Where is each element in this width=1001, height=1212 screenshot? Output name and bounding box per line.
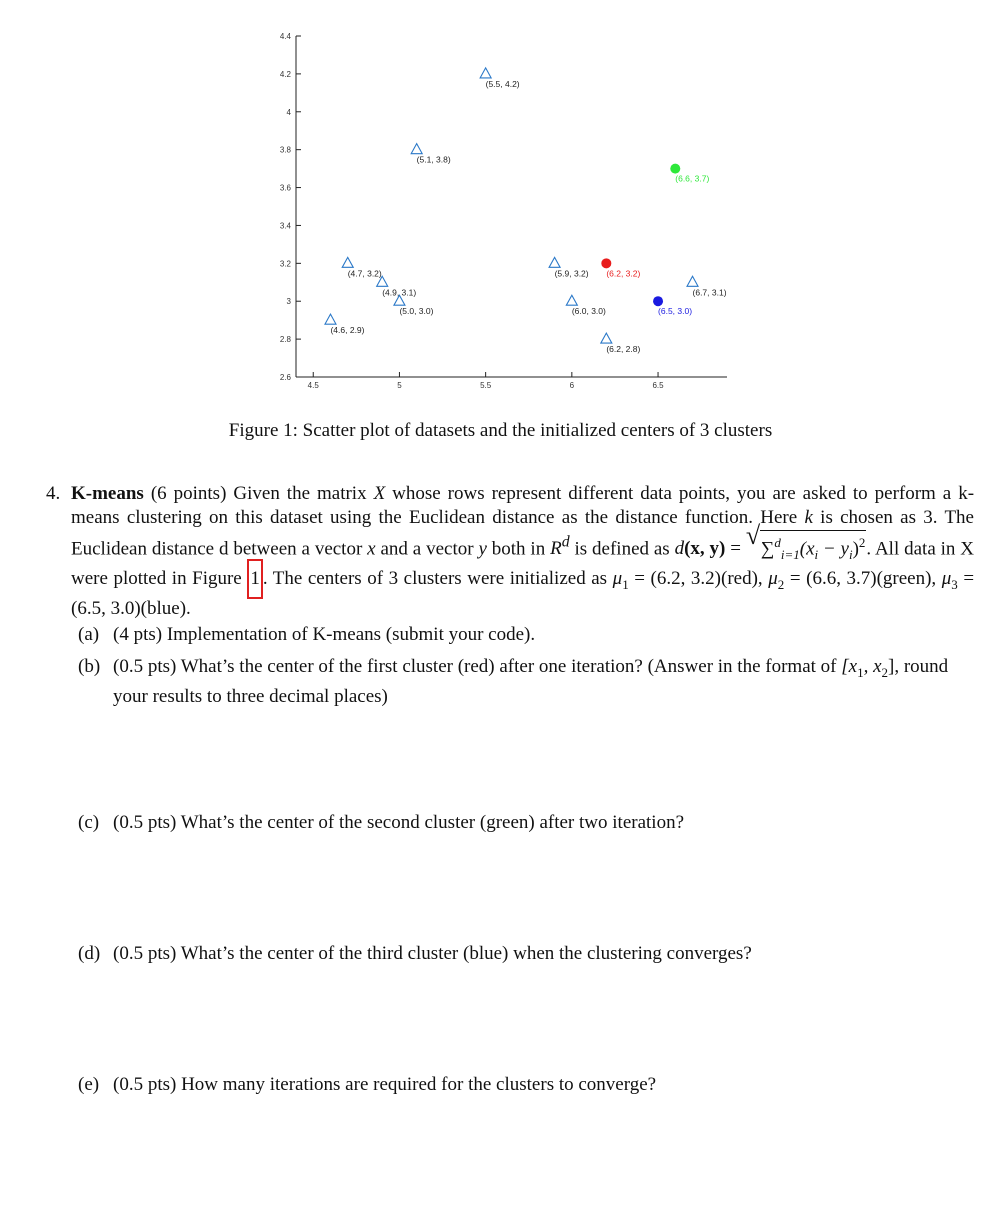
format-close: ] <box>888 656 895 677</box>
real-space-symbol <box>550 534 570 560</box>
mu3-symbol: μ <box>941 568 952 590</box>
x-tick-label: 5.5 <box>480 381 492 390</box>
subquestion-b <box>78 655 974 709</box>
format-sub2: 2 <box>881 664 888 680</box>
dimension-superscript: d <box>561 534 570 551</box>
sum-upper: d <box>774 535 781 550</box>
data-point-label: (4.7, 3.2) <box>347 268 382 279</box>
mu1-subscript: 1 <box>622 576 629 592</box>
subquestion-text <box>113 655 974 709</box>
data-point-triangle <box>480 68 491 78</box>
radical-sign: √ <box>745 521 761 550</box>
y-tick-label: 3.6 <box>279 183 291 193</box>
data-point-label: (4.9, 3.1) <box>382 287 417 298</box>
close-paren: ) <box>852 538 859 560</box>
y-tick-label: 4 <box>286 107 291 117</box>
cluster-center-dot <box>653 296 663 306</box>
problem-title: K-means <box>71 483 144 504</box>
x-tick-label: 6 <box>569 381 575 390</box>
x-tick-label: 6.5 <box>652 381 664 390</box>
subquestion-label: (c) <box>78 812 100 833</box>
sqrt-expression <box>745 521 867 567</box>
x-symbol: x <box>367 538 376 560</box>
statement-text: Given the matrix <box>233 483 367 504</box>
subquestion-text: (4 pts) Implementation of K-means (submit your code). <box>113 624 536 645</box>
y-tick-label: 3 <box>286 297 291 307</box>
y-tick-label: 4.2 <box>279 69 291 79</box>
statement-text: is chosen as 3. The Euclidean distance d between a vector <box>71 507 974 560</box>
cluster-center-dot <box>601 258 611 268</box>
format-sub1: 1 <box>857 664 864 680</box>
matrix-symbol: X <box>373 483 386 504</box>
data-point-triangle <box>566 295 577 305</box>
xy-args: (x, y) <box>684 538 726 560</box>
mu2-value: = (6.6, 3.7)(green), <box>789 568 937 590</box>
radicand <box>760 530 867 567</box>
y-tick-label: 3.4 <box>279 221 291 231</box>
format-open: [x <box>841 656 858 677</box>
format-mid: , x <box>863 656 882 677</box>
data-point-triangle <box>325 314 336 324</box>
mu2-subscript: 2 <box>777 576 785 592</box>
subquestion-e <box>78 1073 974 1097</box>
mu3-subscript: 3 <box>951 576 958 592</box>
mu1-symbol: μ <box>612 568 623 590</box>
y-tick-label: 4.4 <box>279 32 291 41</box>
scatter-plot <box>0 0 1001 410</box>
data-point-label: (6.0, 3.0) <box>571 306 606 317</box>
x-tick-label: 5 <box>397 381 402 390</box>
y-tick-label: 3.2 <box>279 259 291 269</box>
problem-number: 4. <box>46 483 61 504</box>
subquestion-text-part: , round your results to three decimal places) <box>113 656 949 707</box>
data-point-triangle <box>549 257 560 267</box>
figure-reference-link[interactable]: 1 <box>247 559 263 599</box>
mu2-symbol: μ <box>768 568 778 590</box>
subquestion-d <box>78 942 974 966</box>
subquestion-c <box>78 811 974 835</box>
subquestion-text-part: (0.5 pts) What’s the center of the first cluster (red) after one iteration? (Answer in the format of <box>113 656 837 677</box>
y-tick-label: 2.8 <box>279 335 291 345</box>
subquestion-a <box>78 623 974 647</box>
problem-4 <box>46 482 974 621</box>
data-point-label: (5.0, 3.0) <box>399 306 434 317</box>
problem-statement <box>71 482 974 621</box>
x-tick-label: 4.5 <box>307 381 319 390</box>
problem-points: (6 points) <box>150 483 227 504</box>
subquestion-label: (b) <box>78 656 101 677</box>
subquestion-label: (e) <box>78 1074 100 1095</box>
cluster-center-label: (6.2, 3.2) <box>606 268 641 279</box>
data-point-label: (5.5, 4.2) <box>485 78 520 89</box>
data-point-label: (6.2, 2.8) <box>606 344 641 355</box>
cluster-center-dot <box>670 164 680 174</box>
y-tick-label: 3.8 <box>279 145 291 155</box>
data-point-triangle <box>342 257 353 267</box>
subquestion-label: (a) <box>78 624 100 645</box>
plot-marks <box>325 68 727 354</box>
statement-text: . The centers of 3 clusters were initialized as <box>262 568 608 590</box>
equals-sign: = <box>730 538 741 560</box>
data-point-triangle <box>411 144 422 154</box>
d-symbol: d <box>674 538 685 560</box>
statement-text: . All data in X were plotted in Figure <box>71 538 975 590</box>
subquestion-text: (0.5 pts) What’s the center of the third cluster (blue) when the clustering converges? <box>113 943 752 964</box>
data-point-triangle <box>601 333 612 343</box>
k-symbol: k <box>804 507 813 528</box>
minus-y: − y <box>818 538 849 560</box>
r-symbol: R <box>550 538 562 560</box>
statement-text: both in <box>491 538 546 560</box>
statement-text: is defined as <box>574 538 670 560</box>
data-point-label: (5.9, 3.2) <box>554 268 589 279</box>
cluster-center-label: (6.5, 3.0) <box>658 306 693 317</box>
sub-i: i <box>848 547 853 563</box>
statement-text: whose rows represent different data points, you are asked to perform a k-means clustering on this dataset using the Euclidean distance as the distance function. Here <box>71 483 975 528</box>
sigma-symbol: ∑ <box>760 538 775 560</box>
data-point-label: (5.1, 3.8) <box>416 154 451 165</box>
data-point-label: (4.6, 2.9) <box>330 325 365 336</box>
sub-i: i <box>814 547 819 563</box>
figure-caption: Figure 1: Scatter plot of datasets and the initialized centers of 3 clusters <box>228 420 773 441</box>
distance-formula <box>674 521 867 563</box>
y-symbol: y <box>478 538 487 560</box>
sum-lower: i=1 <box>780 547 800 563</box>
statement-text: and a vector <box>380 538 474 560</box>
mu3-value: = (6.5, 3.0)(blue). <box>71 568 975 619</box>
square-exponent: 2 <box>858 535 866 550</box>
mu1-value: = (6.2, 3.2)(red), <box>634 568 763 590</box>
subquestion-label: (d) <box>78 943 101 964</box>
data-point-triangle <box>687 276 698 286</box>
y-tick-label: 2.6 <box>279 373 291 382</box>
subquestion-text: (0.5 pts) What’s the center of the second cluster (green) after two iteration? <box>113 812 685 833</box>
subquestion-text: (0.5 pts) How many iterations are required for the clusters to converge? <box>113 1074 657 1095</box>
data-point-label: (6.7, 3.1) <box>692 287 727 298</box>
cluster-center-label: (6.6, 3.7) <box>675 173 710 184</box>
sum-body: (x <box>799 538 815 560</box>
